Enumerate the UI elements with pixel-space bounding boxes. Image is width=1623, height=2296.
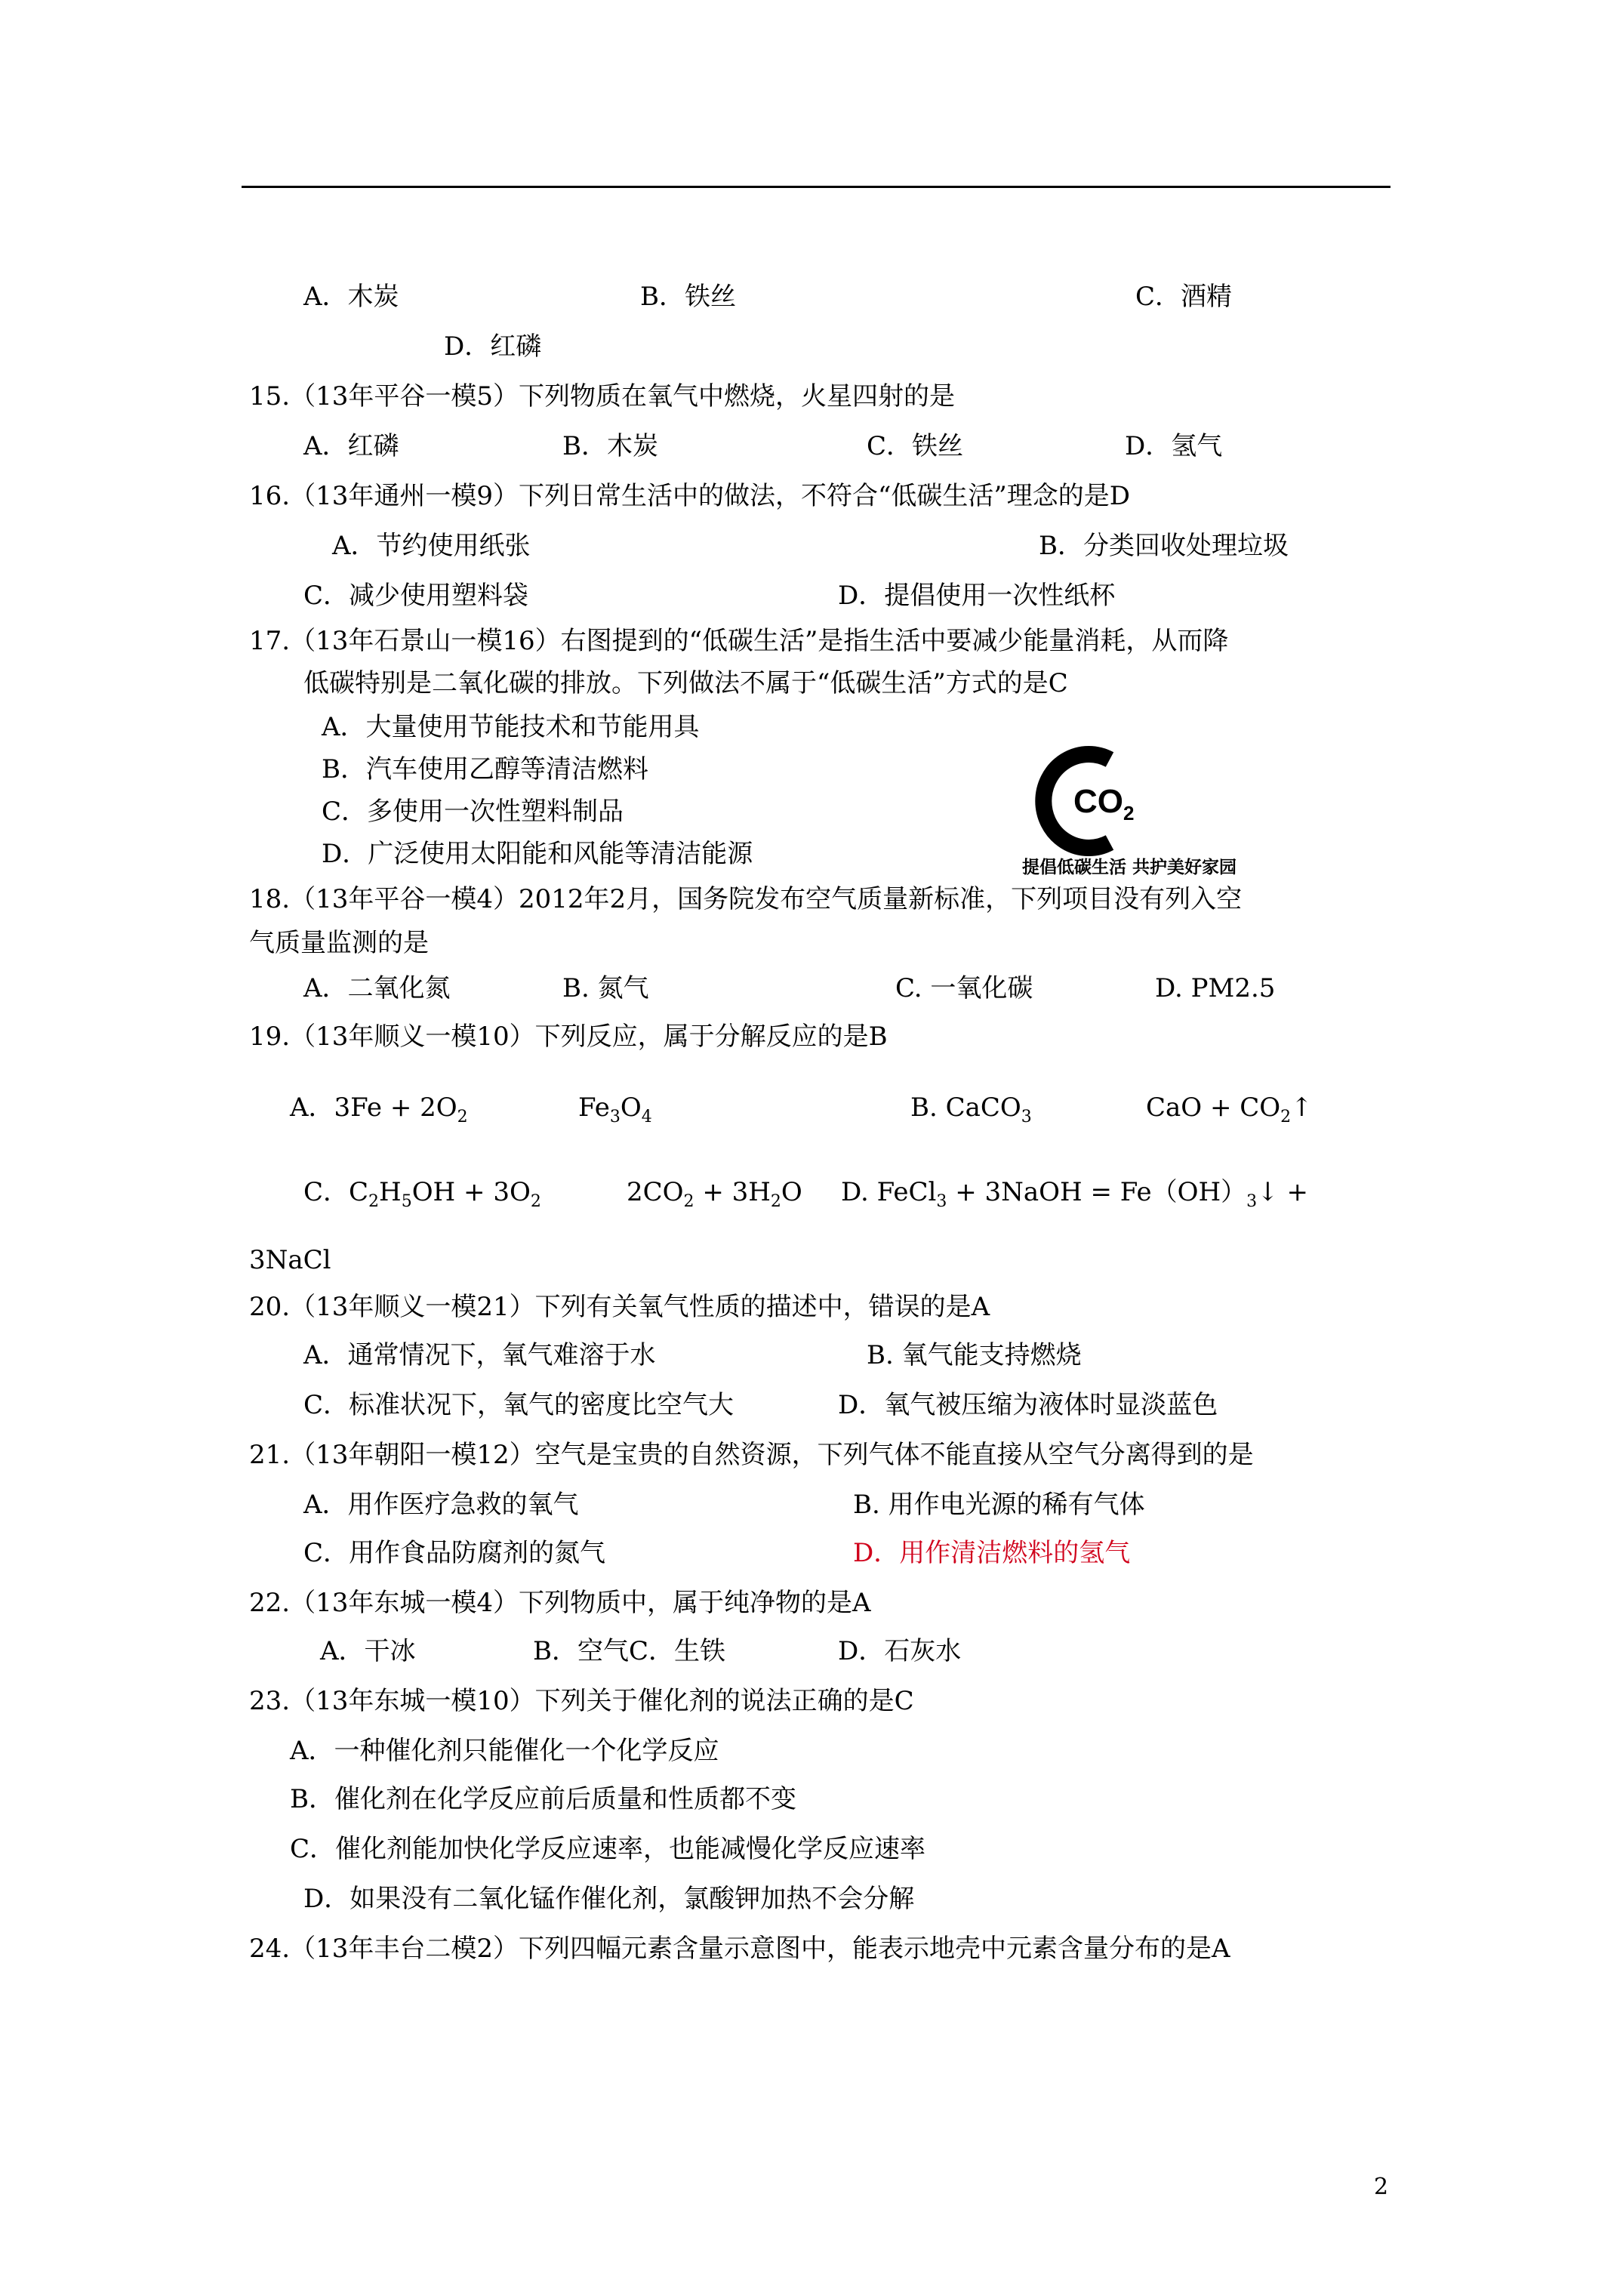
q15-option-d: D．氢气 (1125, 431, 1223, 461)
q19-option-c-products: $2CO_2 + 3H_2O$ (627, 1177, 802, 1211)
q18-option-a: A．二氧化氮 (303, 973, 451, 1003)
q16-option-d: D．提倡使用一次性纸杯 (838, 581, 1116, 611)
q18-stem-line1: 18.（13年平谷一模4）2012年2月，国务院发布空气质量新标准，下列项目没有列入空 (249, 884, 1243, 914)
q16-option-b: B．分类回收处理垃圾 (1039, 531, 1289, 561)
q19-option-a-reactants: A．$3Fe + 2O_2$ (290, 1093, 468, 1126)
q17-option-d: D．广泛使用太阳能和风能等清洁能源 (322, 839, 753, 869)
q21-option-b: B. 用作电光源的稀有气体 (853, 1490, 1145, 1520)
svg-text:CO: CO (1073, 783, 1123, 820)
q23-option-b: B．催化剂在化学反应前后质量和性质都不变 (290, 1784, 796, 1814)
q17-option-c: C．多使用一次性塑料制品 (322, 797, 624, 827)
q16-option-a: A．节约使用纸张 (332, 531, 531, 561)
q24-stem: 24.（13年丰台二模2）下列四幅元素含量示意图中，能表示地壳中元素含量分布的是A (249, 1934, 1230, 1964)
q17-stem-line2: 低碳特别是二氧化碳的排放。下列做法不属于“低碳生活”方式的是C (303, 668, 1068, 698)
q22-option-b-c: B．空气C．生铁 (533, 1636, 725, 1666)
q14-option-c: C．酒精 (1135, 282, 1233, 312)
low-carbon-logo (1022, 729, 1238, 888)
q22-option-d: D．石灰水 (838, 1636, 962, 1666)
q14-option-d: D．红磷 (444, 331, 542, 362)
q22-option-a: A．干冰 (320, 1636, 416, 1666)
q23-stem: 23.（13年东城一模10）下列关于催化剂的说法正确的是C (249, 1686, 914, 1716)
q23-option-a: A．一种催化剂只能催化一个化学反应 (290, 1736, 719, 1766)
q20-option-a: A．通常情况下，氧气难溶于水 (303, 1340, 656, 1370)
q23-option-c: C．催化剂能加快化学反应速率，也能减慢化学反应速率 (290, 1834, 926, 1864)
svg-text:2: 2 (1123, 802, 1135, 824)
q16-stem: 16.（13年通州一模9）下列日常生活中的做法，不符合“低碳生活”理念的是D (249, 481, 1130, 511)
q19-option-d-tail: 3NaCl (249, 1245, 331, 1275)
q18-option-b: B. 氮气 (562, 973, 649, 1003)
q20-option-d: D．氧气被压缩为液体时显淡蓝色 (838, 1390, 1218, 1420)
logo-caption: 提倡低碳生活 共护美好家园 (1022, 858, 1237, 877)
q18-option-d: D. PM2.5 (1155, 973, 1276, 1003)
q23-option-d: D．如果没有二氧化锰作催化剂，氯酸钾加热不会分解 (303, 1884, 915, 1914)
q15-option-a: A．红磷 (303, 431, 399, 461)
q22-stem: 22.（13年东城一模4）下列物质中，属于纯净物的是A (249, 1588, 871, 1618)
q17-option-a: A．大量使用节能技术和节能用具 (322, 712, 700, 742)
q21-option-c: C．用作食品防腐剂的氮气 (303, 1538, 606, 1568)
q15-stem: 15.（13年平谷一模5）下列物质在氧气中燃烧，火星四射的是 (249, 381, 955, 411)
q19-option-b-reactant: B. CaCO$_3$ (910, 1093, 1032, 1126)
q14-option-a: A．木炭 (303, 282, 399, 312)
q18-option-c: C. 一氧化碳 (895, 973, 1033, 1003)
page-number: 2 (1374, 2174, 1389, 2200)
q18-stem-line2: 气质量监测的是 (249, 928, 429, 958)
header-rule (242, 186, 1390, 188)
q17-option-b: B．汽车使用乙醇等清洁燃料 (322, 754, 648, 784)
q21-option-d: D．用作清洁燃料的氢气 (853, 1538, 1131, 1568)
q19-stem: 19.（13年顺义一模10）下列反应，属于分解反应的是B (249, 1022, 888, 1052)
q15-option-b: B．木炭 (562, 431, 658, 461)
q21-option-a: A．用作医疗急救的氧气 (303, 1490, 579, 1520)
q20-option-b: B. 氧气能支持燃烧 (867, 1340, 1082, 1370)
q19-option-b-products: CaO + $CO_2↑$ (1146, 1093, 1313, 1126)
q21-stem: 21.（13年朝阳一模12）空气是宝贵的自然资源，下列气体不能直接从空气分离得到的是 (249, 1440, 1254, 1470)
q19-option-c-reactants: C．$C_2H_5OH + 3O_2$ (303, 1177, 541, 1211)
q14-option-b: B．铁丝 (640, 282, 736, 312)
q16-option-c: C．减少使用塑料袋 (303, 581, 529, 611)
q20-stem: 20.（13年顺义一模21）下列有关氧气性质的描述中，错误的是A (249, 1292, 990, 1322)
q20-option-c: C．标准状况下，氧气的密度比空气大 (303, 1390, 735, 1420)
q17-stem-line1: 17.（13年石景山一模16）右图提到的“低碳生活”是指生活中要减少能量消耗，从而降 (249, 626, 1229, 656)
q15-option-c: C．铁丝 (867, 431, 964, 461)
q19-option-d-equation: D. FeCl$_3$ + 3NaOH = $Fe(OH)_3↓$ + (841, 1177, 1308, 1211)
q19-option-a-product: $Fe_3O_4$ (578, 1093, 652, 1126)
